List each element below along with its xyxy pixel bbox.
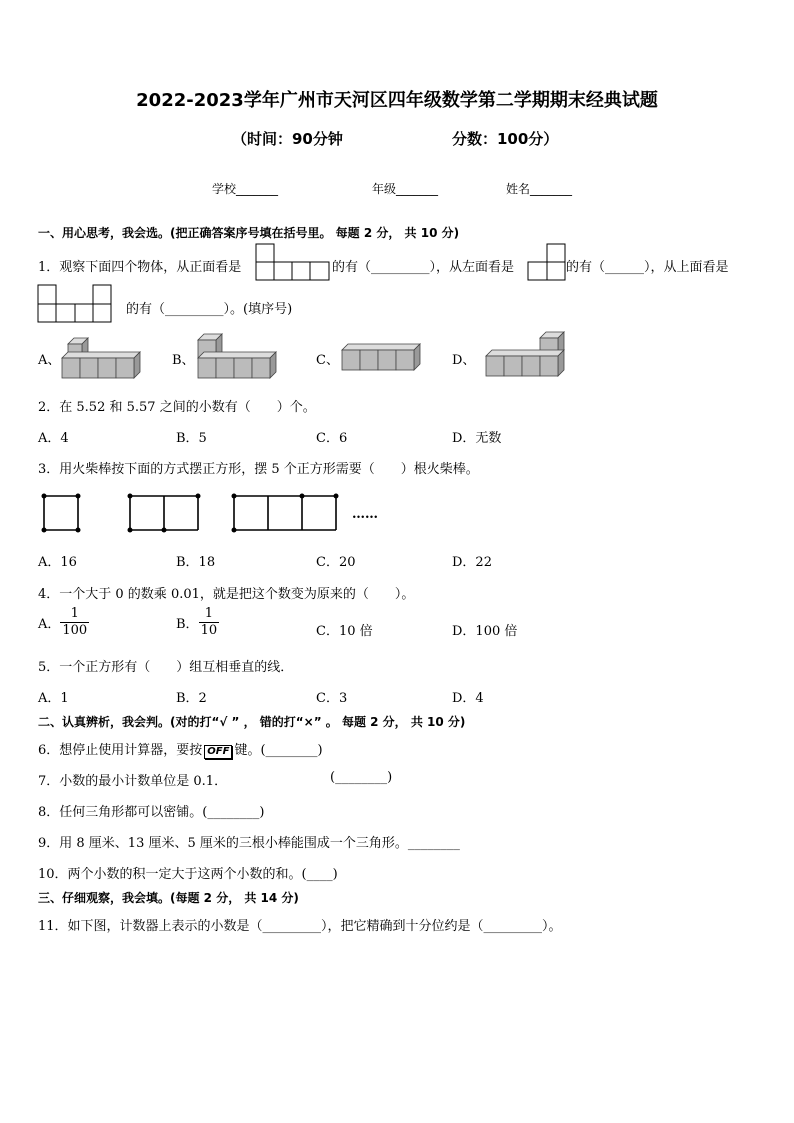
grade-field: 年级_______ [372, 182, 439, 196]
off-key-icon: OFF [204, 745, 232, 759]
exam-time: （时间：90分钟 [232, 130, 343, 148]
left-view-figure [528, 244, 568, 284]
cube-figure-c [340, 338, 424, 378]
cube-figure-a [60, 332, 144, 382]
q1-text-b: 的有（_________），从左面看是 [332, 260, 515, 275]
q10-text: 10．两个小数的积一定大于这两个小数的和。(____) [38, 867, 338, 882]
q9-text: 9．用 8 厘米、13 厘米、5 厘米的三根小棒能围成一个三角形。________ [38, 836, 460, 851]
front-view-figure [256, 244, 332, 284]
exam-score: 分数：100分） [452, 130, 559, 148]
q8-text: 8．任何三角形都可以密铺。(________) [38, 805, 265, 820]
q5-text: 5．一个正方形有（ ）组互相垂直的线． [38, 660, 294, 675]
q4-option-a-numerator: 1 [60, 606, 89, 623]
q2-option-d: D．无数 [452, 431, 502, 446]
q2-option-a: A．4 [38, 431, 69, 446]
q4-text: 4．一个大于 0 的数乘 0.01，就是把这个数变为原来的（ ）。 [38, 587, 415, 602]
q3-option-d: D．22 [452, 555, 492, 570]
q1-option-b: B、 [172, 353, 195, 368]
q3-text: 3．用火柴棒按下面的方式摆正方形，摆 5 个正方形需要（ ）根火柴棒。 [38, 462, 479, 477]
q3-option-a: A．16 [38, 555, 77, 570]
section2-heading: 二、认真辨析，我会判。(对的打“√ ” ， 错的打“×” 。 每题 2 分， 共 10 分) [38, 715, 466, 729]
q1-text-a: 1．观察下面四个物体，从正面看是 [38, 260, 242, 275]
q4-option-a-denominator: 100 [62, 623, 88, 638]
cube-figure-b [196, 334, 280, 384]
q1-option-d: D、 [452, 353, 476, 368]
q1-option-a: A、 [38, 353, 61, 368]
q5-option-a: A．1 [38, 691, 69, 706]
q4-option-b-label: B． [176, 617, 199, 632]
q4-option-b [176, 606, 219, 639]
q6-text-b: 键。(________) [234, 743, 323, 758]
q3-dots: …… [352, 507, 378, 522]
q5-option-b: B．2 [176, 691, 207, 706]
q5-option-d: D．4 [452, 691, 484, 706]
q2-option-b: B．5 [176, 431, 207, 446]
q3-option-b: B．18 [176, 555, 216, 570]
q4-option-b-numerator: 1 [199, 606, 220, 623]
q5-option-c: C．3 [316, 691, 348, 706]
q1-text-c: 的有（______），从上面看是 [566, 260, 729, 275]
section1-heading: 一、用心思考，我会选。(把正确答案序号填在括号里。 每题 2 分， 共 10 分) [38, 226, 460, 240]
q7-blank: (________) [330, 770, 393, 785]
q7-text: 7．小数的最小计数单位是 0.1． [38, 774, 228, 789]
q2-text: 2．在 5.52 和 5.57 之间的小数有（ ）个。 [38, 400, 316, 415]
top-view-figure [38, 285, 114, 325]
name-field: 姓名_______ [506, 182, 573, 196]
q4-option-a-label: A． [38, 617, 61, 632]
matchstick-squares-figure [38, 490, 388, 540]
q2-option-c: C．6 [316, 431, 348, 446]
q6-text-a: 6．想停止使用计算器，要按 [38, 743, 203, 758]
q11-text: 11．如下图，计数器上表示的小数是（_________），把它精确到十分位约是（_________）。 [38, 919, 562, 934]
q4-option-a [38, 606, 89, 639]
page-title: 2022-2023学年广州市天河区四年级数学第二学期期末经典试题 [136, 90, 658, 111]
q4-option-d: D．100 倍 [452, 624, 518, 639]
school-field: 学校_______ [212, 182, 279, 196]
section3-heading: 三、仔细观察，我会填。(每题 2 分， 共 14 分) [38, 891, 299, 905]
q4-option-b-denominator: 10 [200, 623, 218, 638]
q3-option-c: C．20 [316, 555, 356, 570]
cube-figure-d [484, 332, 574, 382]
q4-option-c: C．10 倍 [316, 624, 373, 639]
q1-text-line2: 的有（_________）。(填序号) [126, 302, 293, 317]
q6-text [38, 739, 323, 759]
q1-option-c: C、 [316, 353, 339, 368]
